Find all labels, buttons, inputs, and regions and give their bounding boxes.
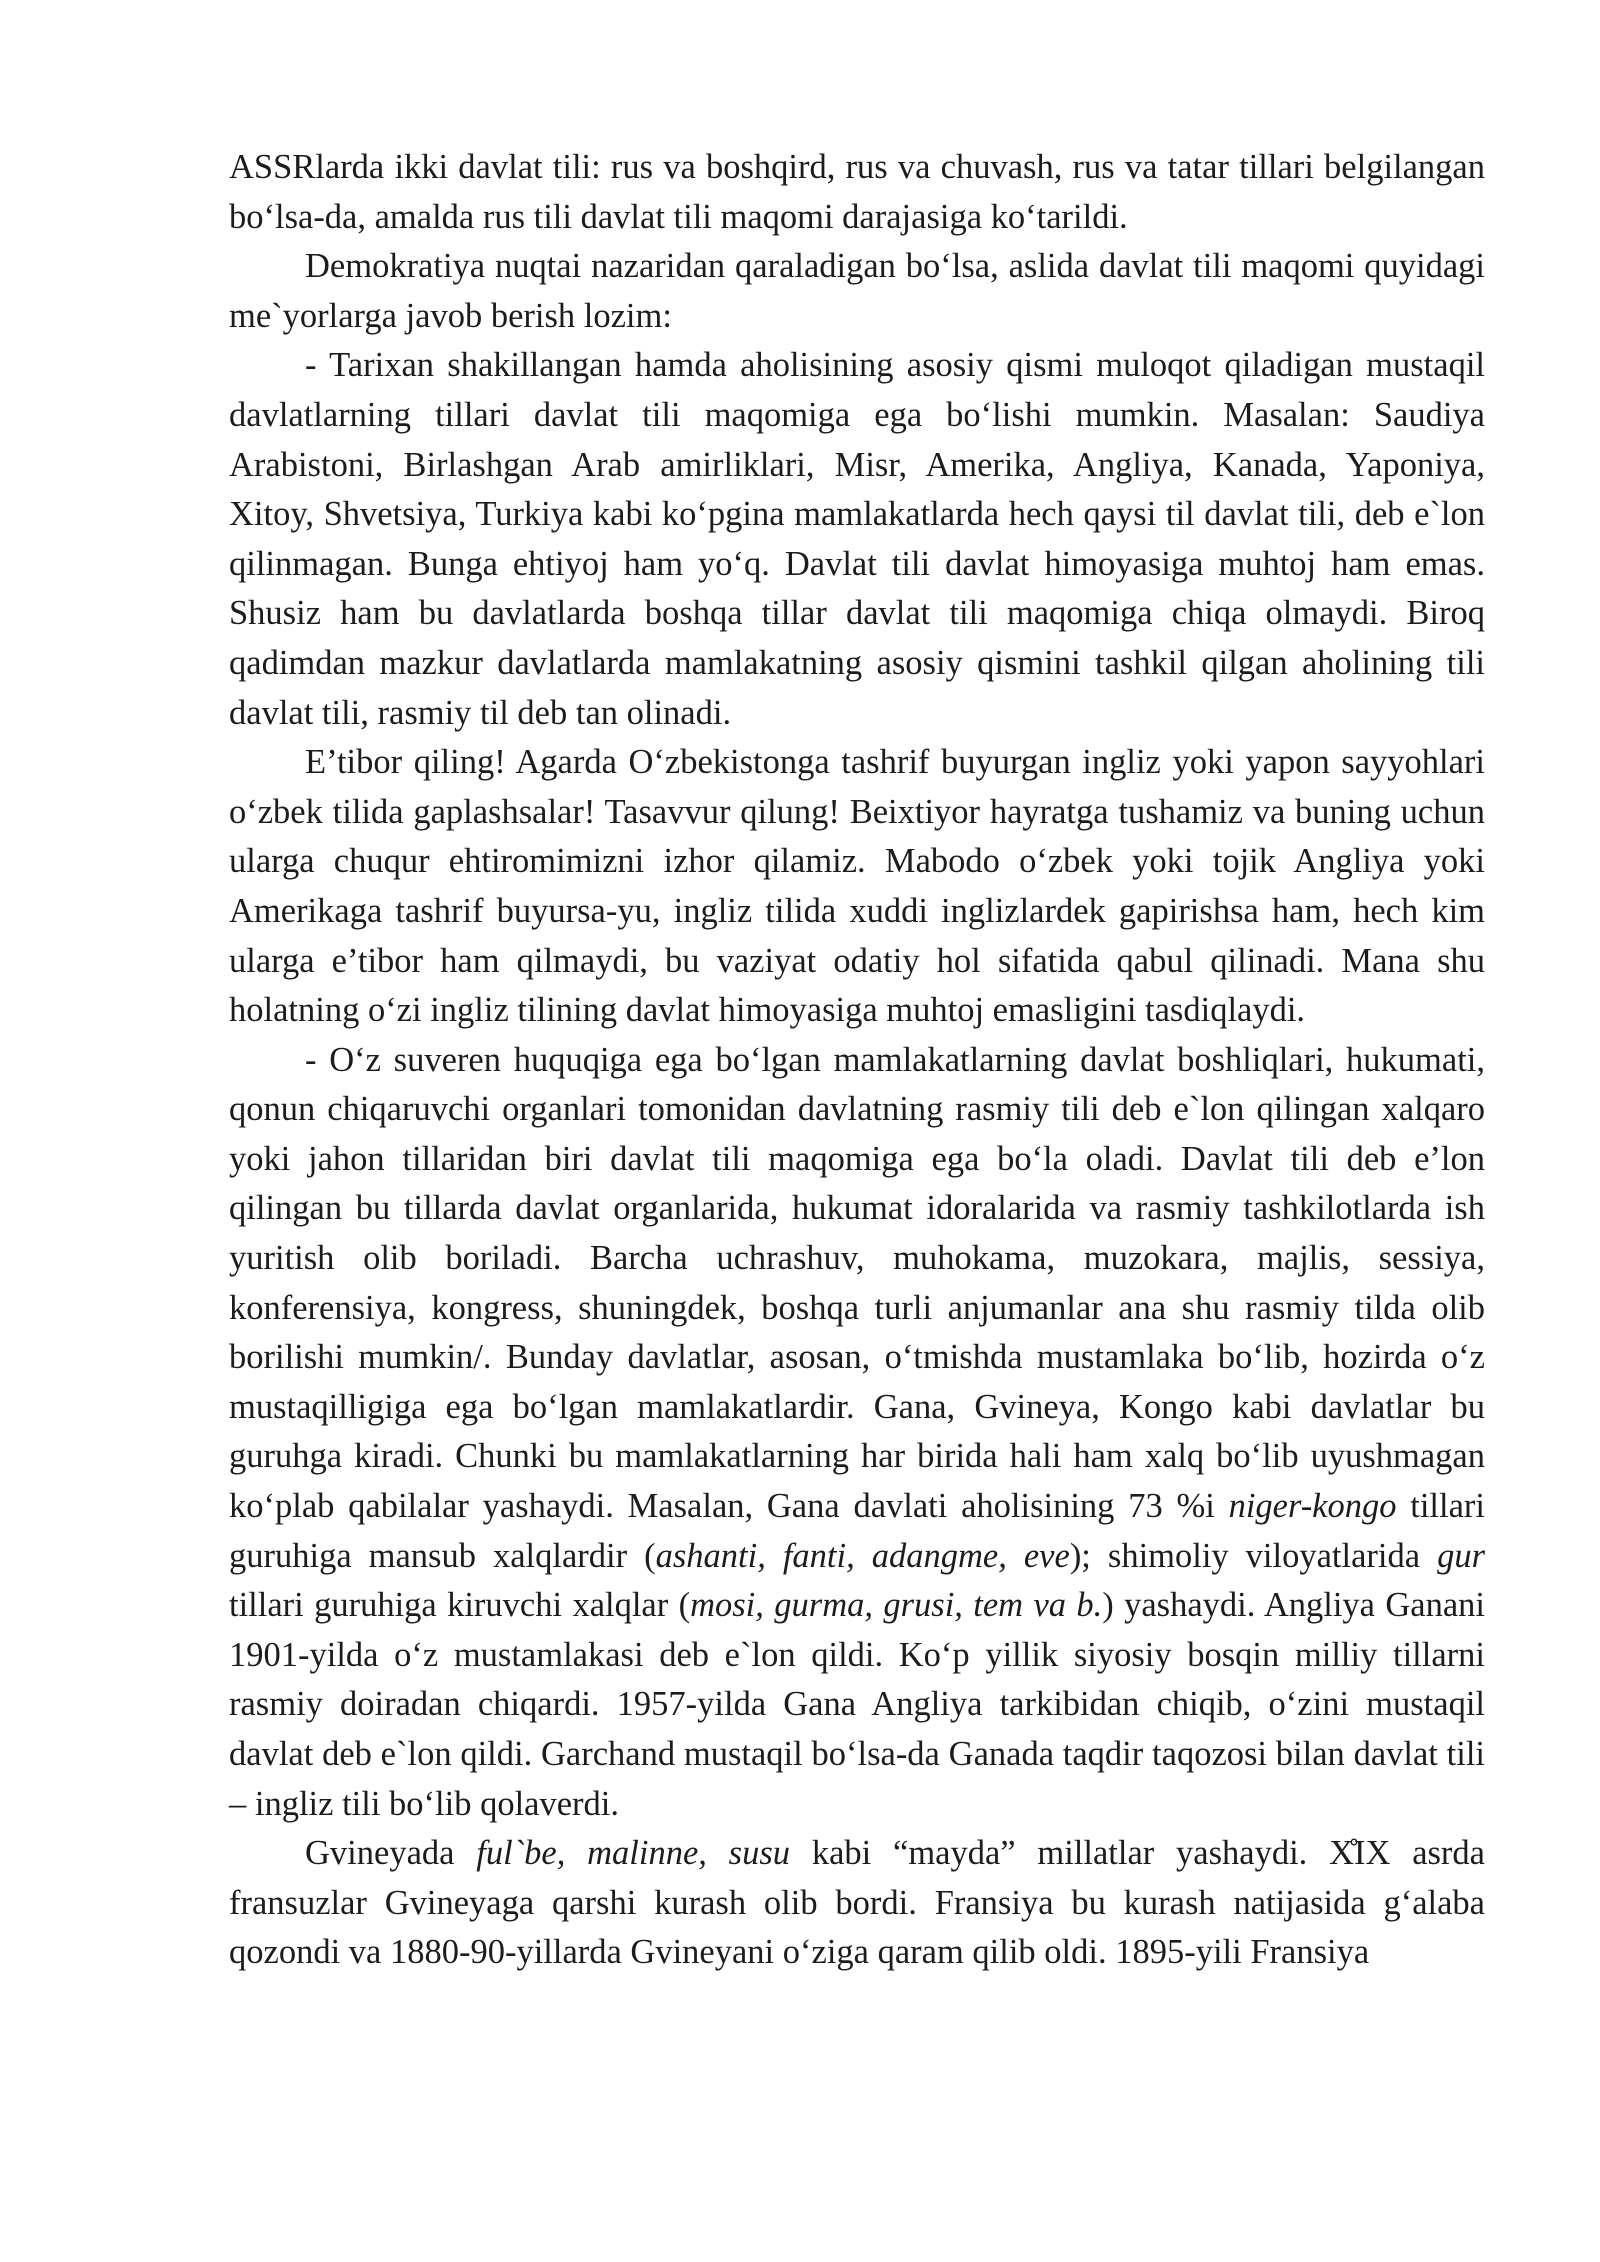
text-segment: - O‘z suveren huquqiga ega bo‘lgan mamlakatlarning davlat boshliqlari, hukumati, qonun chiqaruvchi organlari tomonidan davlatning rasmiy tili deb e`lon qilingan xalqaro yoki jahon tillaridan biri davlat tili maqomiga ega bo‘la oladi. Davlat tili deb e’lon qilingan bu tillarda davlat organlarida, hukumat idoralarida va rasmiy tashkilotlarda ish yuritish olib boriladi. Barcha uchrashuv, muhokama, muzokara, majlis, sessiya, konferensiya, kongress, shuningdek, boshqa turli anjumanlar ana shu rasmiy tilda olib borilishi mumkin/. Bunday davlatlar, asosan, o‘tmishda mustamlaka bo‘lib, hozirda o‘z mustaqilligiga ega bo‘lgan mamlakatlardir. Gana, Gvineya, Kongo kabi davlatlar bu guruhga kiradi. Chunki bu mamlakatlarning har birida hali ham xalq bo‘lib uyushmagan ko‘plab qabilalar yashaydi. Masalan, Gana davlati aholisining 73 %i <box>229 1040 1485 1526</box>
italic-term: ful`be, malinne, susu <box>476 1834 791 1873</box>
text-segment: tillari guruhiga mansub xalqlardir ( <box>229 1487 1485 1575</box>
italic-term: mosi, gurma, grusi, tem va b. <box>690 1586 1103 1625</box>
text-segment: E’tibor qiling! Agarda O‘zbekistonga tashrif buyurgan ingliz yoki yapon sayyohlari o‘zbek tilida gaplashsalar! Tasavvur qilung! Beixtiyor hayratga tushamiz va buning uchun ularga chuqur ehtiromimizni izhor qilamiz. Mabodo o‘zbek yoki tojik Angliya yoki Amerikaga tashrif buyursa-yu, ingliz tilida xuddi inglizlardek gapirishsa ham, hech kim ularga e’tibor ham qilmaydi, bu vaziyat odatiy hol sifatida qabul qilinadi. Mana shu holatning o‘zi ingliz tilining davlat himoyasiga muhtoj emasligini tasdiqlaydi. <box>229 743 1485 1030</box>
text-segment: - Tarixan shakillangan hamda aholisining asosiy qismi muloqot qiladigan mustaqil davlatlarning tillari davlat tili maqomiga ega bo‘lishi mumkin. Masalan: Saudiya Arabistoni, Birlashgan Arab amirliklari, Misr, Amerika, Angliya, Kanada, Yaponiya, Xitoy, Shvetsiya, Turkiya kabi ko‘pgina mamlakatlarda hech qaysi til davlat tili, deb e`lon qilinmagan. Bunga ehtiyoj ham yo‘q. Davlat tili davlat himoyasiga muhtoj ham emas. Shusiz ham bu davlatlarda boshqa tillar davlat tili maqomiga chiqa olmaydi. Biroq qadimdan mazkur davlatlarda mamlakatning asosiy qismini tashkil qilgan aholining tili davlat tili, rasmiy til deb tan olinadi. <box>229 346 1485 732</box>
text-segment: ASSRlarda ikki davlat tili: rus va boshqird, rus va chuvash, rus va tatar tillari belgilangan bo‘lsa-da, amalda rus tili davlat tili maqomi darajasiga ko‘tarildi. <box>229 148 1485 236</box>
text-segment: ) yashaydi. Angliya Ganani 1901-yilda o‘z mustamlakasi deb e`lon qildi. Ko‘p yillik siyosiy bosqin milliy tillarni rasmiy doiradan chiqardi. 1957-yilda Gana Angliya tarkibidan chiqib, o‘zini mustaqil davlat deb e`lon qildi. Garchand mustaqil bo‘lsa-da Ganada taqdir taqozosi bilan davlat tili – ingliz tili bo‘lib qolaverdi. <box>229 1586 1485 1823</box>
italic-term: ashanti, fanti, adangme, eve <box>655 1536 1070 1575</box>
paragraph-4 <box>229 738 1485 1036</box>
paragraph-2 <box>229 242 1485 341</box>
paragraph-6 <box>229 1829 1485 1978</box>
paragraph-3 <box>229 341 1485 738</box>
document-page <box>229 143 1485 1978</box>
text-segment: kabi “mayda” millatlar yashaydi. X̊IX asrda fransuzlar Gvineyaga qarshi kurash olib bordi. Fransiya bu kurash natijasida g‘alaba qozondi va 1880-90-yillarda Gvineyani o‘ziga qaram qilib oldi. 1895-yili Fransiya <box>229 1834 1485 1972</box>
paragraph-1 <box>229 143 1485 242</box>
text-segment: Demokratiya nuqtai nazaridan qaraladigan bo‘lsa, aslida davlat tili maqomi quyidagi me`yorlarga javob berish lozim: <box>229 247 1485 335</box>
text-segment: Gvineyada <box>305 1834 477 1873</box>
text-segment: ); shimoliy viloyatlarida <box>1069 1536 1438 1575</box>
text-segment: tillari guruhiga kiruvchi xalqlar ( <box>229 1586 691 1625</box>
italic-term: gur <box>1437 1536 1485 1575</box>
italic-term: niger-kongo <box>1228 1487 1397 1526</box>
paragraph-5 <box>229 1036 1485 1830</box>
